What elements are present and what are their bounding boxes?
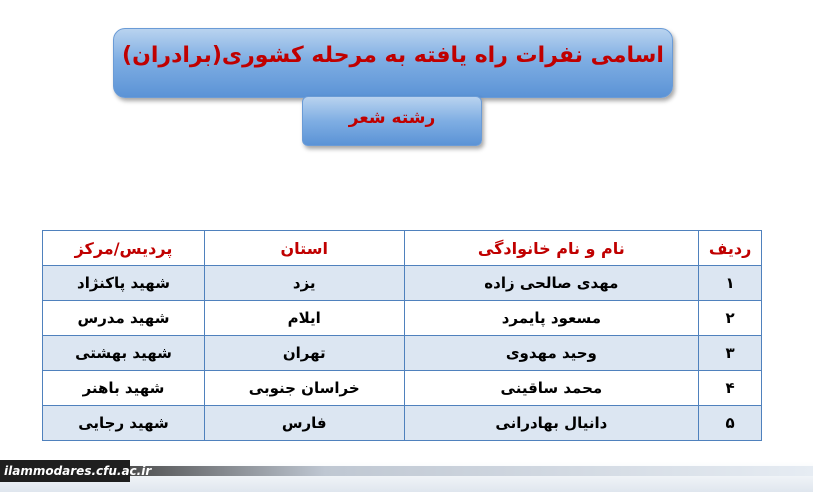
cell-name: مهدی صالحی زاده xyxy=(404,266,699,301)
cell-province: یزد xyxy=(204,266,404,301)
cell-index: ۲ xyxy=(699,301,762,336)
cell-campus: شهید باهنر xyxy=(43,371,205,406)
header-index: ردیف xyxy=(699,231,762,266)
cell-province: فارس xyxy=(204,406,404,441)
cell-name: مسعود پایمرد xyxy=(404,301,699,336)
cell-name: دانیال بهادرانی xyxy=(404,406,699,441)
page-title: اسامی نفرات راه یافته به مرحله کشوری(برادران) xyxy=(122,42,664,68)
cell-index: ۵ xyxy=(699,406,762,441)
table-row xyxy=(43,266,762,301)
cell-campus: شهید پاکنژاد xyxy=(43,266,205,301)
page-subtitle: رشته شعر xyxy=(348,108,436,128)
title-banner xyxy=(113,28,673,98)
site-watermark: ilammodares.cfu.ac.ir xyxy=(0,460,130,482)
cell-index: ۳ xyxy=(699,336,762,371)
cell-index: ۱ xyxy=(699,266,762,301)
results-table xyxy=(42,230,762,441)
cell-name: محمد ساقینی xyxy=(404,371,699,406)
cell-campus: شهید رجایی xyxy=(43,406,205,441)
table-row xyxy=(43,301,762,336)
cell-province: ایلام xyxy=(204,301,404,336)
cell-campus: شهید مدرس xyxy=(43,301,205,336)
table-header-row xyxy=(43,231,762,266)
header-province: استان xyxy=(204,231,404,266)
header-campus: پردیس/مرکز xyxy=(43,231,205,266)
cell-name: وحید مهدوی xyxy=(404,336,699,371)
cell-province: خراسان جنوبی xyxy=(204,371,404,406)
cell-index: ۴ xyxy=(699,371,762,406)
header-name: نام و نام خانوادگی xyxy=(404,231,699,266)
table-row xyxy=(43,371,762,406)
table-row xyxy=(43,336,762,371)
cell-province: تهران xyxy=(204,336,404,371)
cell-campus: شهید بهشتی xyxy=(43,336,205,371)
table-row xyxy=(43,406,762,441)
subtitle-banner xyxy=(302,96,482,146)
